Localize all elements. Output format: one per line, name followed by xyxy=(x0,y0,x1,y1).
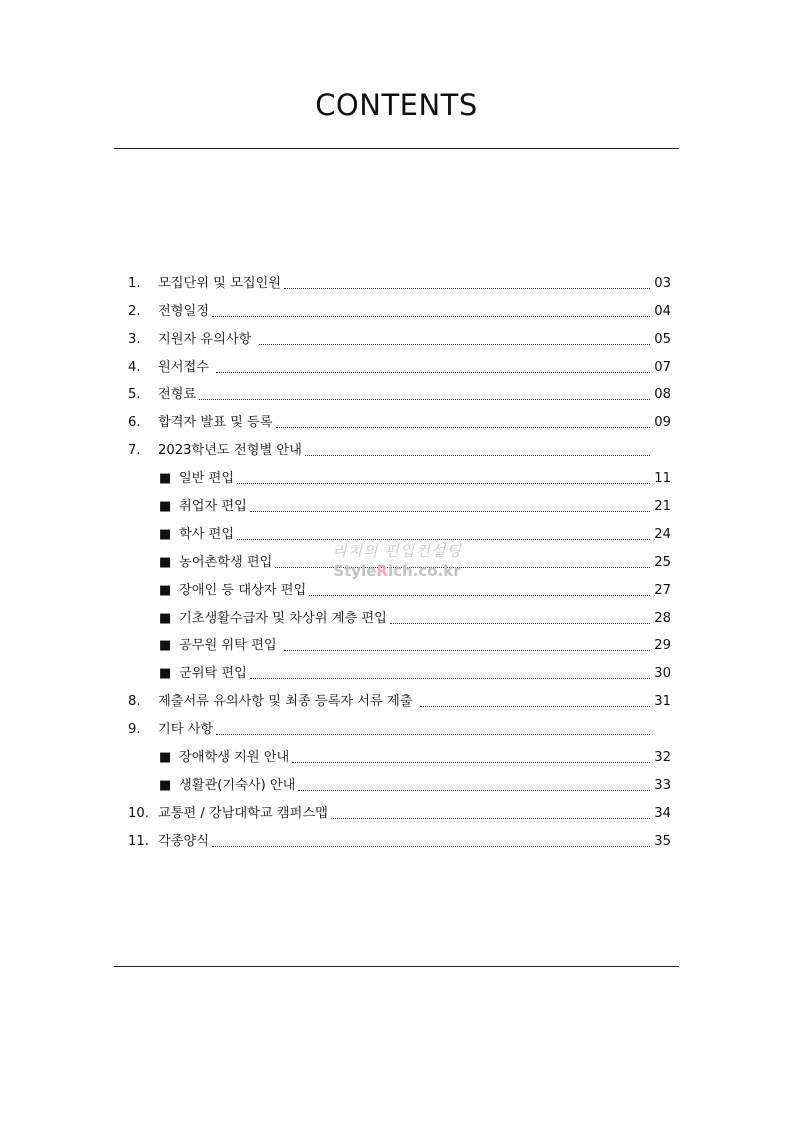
toc-page-number: 27 xyxy=(654,582,671,598)
dot-leader xyxy=(275,567,650,568)
toc-entry-number: 6. xyxy=(128,415,141,431)
toc-entry[interactable] xyxy=(128,823,671,851)
square-bullet-icon: ■ xyxy=(159,554,172,570)
dot-leader xyxy=(305,455,650,456)
toc-entry-label: 농어촌학생 편입 xyxy=(179,554,273,570)
toc-entry-label: 모집단위 및 모집인원 xyxy=(158,275,282,291)
dot-leader xyxy=(420,706,650,707)
toc-entry-number: 11. xyxy=(128,833,149,849)
toc-entry[interactable] xyxy=(128,265,671,293)
toc-page-number: 04 xyxy=(654,303,671,319)
toc-entry-label: 2023학년도 전형별 안내 xyxy=(158,443,302,459)
dot-leader xyxy=(276,427,651,428)
toc-entry-label: 기초생활수급자 및 차상위 계층 편입 xyxy=(179,610,387,626)
dot-leader xyxy=(199,399,650,400)
toc-entry[interactable] xyxy=(128,544,671,572)
toc-entry[interactable] xyxy=(128,795,671,823)
toc-page-number: 24 xyxy=(654,526,671,542)
toc-entry-label: 교통편 / 강남대학교 캠퍼스맵 xyxy=(158,805,328,821)
watermark-url: StyleRich.co.kr xyxy=(333,562,461,580)
toc-page-number: 29 xyxy=(654,638,671,654)
toc-entry[interactable] xyxy=(128,628,671,656)
dot-leader xyxy=(212,846,650,847)
toc-page-number: 08 xyxy=(654,387,671,403)
toc-entry-label: 제출서류 유의사항 및 최종 등록자 서류 제출 xyxy=(158,694,417,710)
toc-entry[interactable] xyxy=(128,572,671,600)
toc-entry-number: 9. xyxy=(128,722,141,738)
toc-entry-label: 지원자 유의사항 xyxy=(158,331,256,347)
square-bullet-icon: ■ xyxy=(159,638,172,654)
toc-page-number: 03 xyxy=(654,275,671,291)
toc-entry[interactable] xyxy=(128,739,671,767)
toc-page-number: 07 xyxy=(654,359,671,375)
toc-entry[interactable] xyxy=(128,404,671,432)
toc-entry-label: 전형료 xyxy=(158,387,197,403)
toc-entry[interactable] xyxy=(128,683,671,711)
toc-entry[interactable] xyxy=(128,711,671,739)
toc-entry-number: 2. xyxy=(128,303,141,319)
dot-leader xyxy=(284,288,650,289)
toc-page-number: 25 xyxy=(654,554,671,570)
table-of-contents xyxy=(128,265,671,851)
toc-page-number: 31 xyxy=(654,694,671,710)
square-bullet-icon: ■ xyxy=(159,582,172,598)
top-divider xyxy=(114,148,679,149)
toc-entry-number: 8. xyxy=(128,694,141,710)
toc-entry-label: 일반 편입 xyxy=(179,471,235,487)
square-bullet-icon: ■ xyxy=(159,499,172,515)
dot-leader xyxy=(237,483,650,484)
toc-page-number: 30 xyxy=(654,666,671,682)
toc-entry-label: 학사 편입 xyxy=(179,526,235,542)
dot-leader xyxy=(259,344,650,345)
toc-entry-number: 5. xyxy=(128,387,141,403)
square-bullet-icon: ■ xyxy=(159,750,172,766)
toc-entry[interactable] xyxy=(128,349,671,377)
toc-entry-label: 원서접수 xyxy=(158,359,214,375)
page-title: CONTENTS xyxy=(315,88,478,122)
toc-entry-label: 군위탁 편입 xyxy=(179,666,247,682)
toc-entry[interactable] xyxy=(128,655,671,683)
toc-entry-number: 10. xyxy=(128,805,149,821)
dot-leader xyxy=(284,650,650,651)
toc-entry-label: 전형일정 xyxy=(158,303,209,319)
toc-entry-label: 장애학생 지원 안내 xyxy=(179,750,290,766)
toc-entry[interactable] xyxy=(128,377,671,405)
toc-entry[interactable] xyxy=(128,321,671,349)
toc-entry[interactable] xyxy=(128,600,671,628)
dot-leader xyxy=(216,372,650,373)
square-bullet-icon: ■ xyxy=(159,471,172,487)
toc-page-number: 28 xyxy=(654,610,671,626)
toc-entry-label: 장애인 등 대상자 편입 xyxy=(179,582,307,598)
toc-entry-number: 3. xyxy=(128,331,141,347)
toc-entry-number: 4. xyxy=(128,359,141,375)
dot-leader xyxy=(390,623,650,624)
dot-leader xyxy=(309,595,650,596)
toc-page-number: 21 xyxy=(654,499,671,515)
square-bullet-icon: ■ xyxy=(159,610,172,626)
toc-entry-label: 생활관(기숙사) 안내 xyxy=(179,777,296,793)
toc-entry-label: 기타 사항 xyxy=(158,722,214,738)
toc-entry-label: 각종양식 xyxy=(158,833,209,849)
toc-entry[interactable] xyxy=(128,432,671,460)
toc-page-number: 34 xyxy=(654,805,671,821)
toc-entry-number: 7. xyxy=(128,443,141,459)
toc-entry[interactable] xyxy=(128,516,671,544)
dot-leader xyxy=(292,762,650,763)
toc-page-number: 09 xyxy=(654,415,671,431)
dot-leader xyxy=(237,539,650,540)
toc-entry-number: 1. xyxy=(128,275,141,291)
dot-leader xyxy=(212,316,650,317)
dot-leader xyxy=(216,734,650,735)
toc-entry-label: 합격자 발표 및 등록 xyxy=(158,415,273,431)
toc-page-number: 05 xyxy=(654,331,671,347)
toc-entry[interactable] xyxy=(128,488,671,516)
dot-leader xyxy=(250,678,650,679)
toc-entry-label: 공무원 위탁 편입 xyxy=(179,638,281,654)
toc-entry[interactable] xyxy=(128,293,671,321)
square-bullet-icon: ■ xyxy=(159,526,172,542)
square-bullet-icon: ■ xyxy=(159,666,172,682)
dot-leader xyxy=(331,818,650,819)
watermark-text: 리치의 편입컨설팅 xyxy=(332,542,462,560)
toc-page-number: 32 xyxy=(654,750,671,766)
dot-leader xyxy=(298,790,650,791)
toc-entry[interactable] xyxy=(128,460,671,488)
toc-entry[interactable] xyxy=(128,767,671,795)
toc-entry-label: 취업자 편입 xyxy=(179,499,247,515)
dot-leader xyxy=(250,511,650,512)
square-bullet-icon: ■ xyxy=(159,777,172,793)
toc-page-number: 35 xyxy=(654,833,671,849)
toc-page-number: 11 xyxy=(654,471,671,487)
toc-page-number: 33 xyxy=(654,777,671,793)
bottom-divider xyxy=(114,966,679,967)
